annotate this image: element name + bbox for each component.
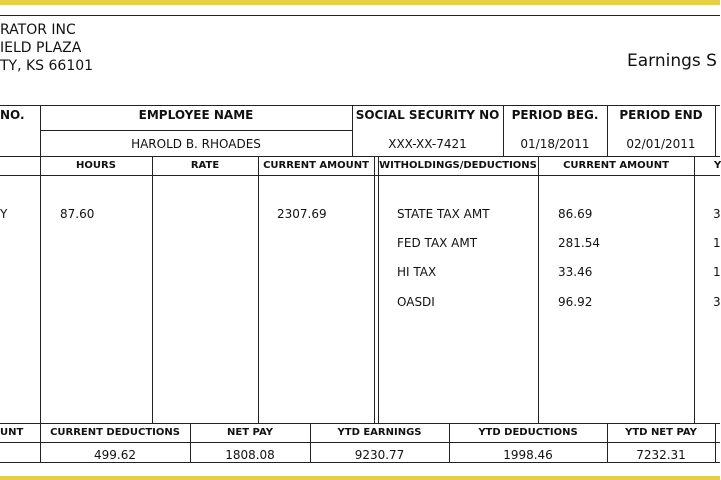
deduction-name: STATE TAX AMT — [397, 207, 490, 221]
vline — [258, 156, 259, 423]
deduction-amount: 281.54 — [558, 236, 600, 250]
ytd-net-pay-value: 7232.31 — [636, 448, 686, 462]
withholdings-label: WITHOLDINGS/DEDUCTIONS — [379, 160, 537, 171]
period-end-label: PERIOD END — [619, 108, 703, 122]
company-address-line1: IELD PLAZA — [0, 40, 82, 56]
vline — [40, 156, 41, 423]
deduction-ytd-partial: 3 — [713, 207, 721, 221]
rule-totals-top — [0, 423, 720, 424]
deduction-name: FED TAX AMT — [397, 236, 478, 250]
current-deductions-label: CURRENT DEDUCTIONS — [50, 427, 180, 438]
earnings-row-label: Y — [0, 207, 8, 221]
vline — [152, 156, 153, 423]
hours-value: 87.60 — [60, 207, 95, 221]
net-pay-value: 1808.08 — [225, 448, 275, 462]
company-address-line2: TY, KS 66101 — [0, 58, 94, 74]
current-amount-label: CURRENT AMOUNT — [263, 160, 369, 171]
employee-name: HAROLD B. RHOADES — [131, 137, 261, 151]
top-border-band — [0, 0, 720, 5]
vline — [715, 105, 716, 156]
rule-top — [0, 15, 720, 16]
deduction-amount: 86.69 — [558, 207, 593, 221]
rule-earnings-head — [0, 175, 720, 176]
hours-label: HOURS — [76, 160, 116, 171]
col-no-label: NO. — [0, 108, 25, 122]
deduction-name: OASDI — [397, 295, 435, 309]
current-amount-value: 2307.69 — [277, 207, 327, 221]
bottom-border-band — [0, 476, 720, 480]
rate-label: RATE — [190, 160, 220, 171]
period-beg-value: 01/18/2011 — [520, 137, 590, 151]
deduction-current-amount-label: CURRENT AMOUNT — [563, 160, 669, 171]
vline — [694, 156, 695, 423]
rule-totals-bottom — [0, 462, 720, 463]
employee-name-label: EMPLOYEE NAME — [138, 108, 254, 122]
ytd-net-pay-label: YTD NET PAY — [625, 427, 697, 438]
period-end-value: 02/01/2011 — [626, 137, 696, 151]
rule-name-sub — [40, 130, 352, 131]
company-name: RATOR INC — [0, 22, 76, 38]
vline — [538, 156, 539, 423]
deduction-amount: 96.92 — [558, 295, 593, 309]
deduction-ytd-partial: 1 — [713, 236, 721, 250]
ytd-earnings-label: YTD EARNINGS — [337, 427, 422, 438]
totals-col0-label: UNT — [0, 427, 24, 438]
ytd-label-partial: Y — [714, 160, 721, 171]
rule-header-bottom — [0, 156, 720, 157]
net-pay-label: NET PAY — [227, 427, 273, 438]
deduction-ytd-partial: 1 — [713, 265, 721, 279]
vline — [374, 156, 375, 423]
ytd-deductions-label: YTD DEDUCTIONS — [478, 427, 578, 438]
ssn-value: XXX-XX-7421 — [388, 137, 467, 151]
period-beg-label: PERIOD BEG. — [511, 108, 599, 122]
ytd-deductions-value: 1998.46 — [503, 448, 553, 462]
ytd-earnings-value: 9230.77 — [354, 448, 405, 462]
deduction-amount: 33.46 — [558, 265, 593, 279]
rule-totals-mid — [0, 442, 720, 443]
deduction-ytd-partial: 3 — [713, 295, 721, 309]
current-deductions-value: 499.62 — [94, 448, 136, 462]
vline — [378, 156, 379, 423]
vline — [715, 423, 716, 462]
document-title: Earnings S — [627, 51, 717, 71]
deduction-name: HI TAX — [397, 265, 437, 279]
ssn-label: SOCIAL SECURITY NO — [355, 108, 500, 122]
rule-header-top — [0, 105, 720, 106]
